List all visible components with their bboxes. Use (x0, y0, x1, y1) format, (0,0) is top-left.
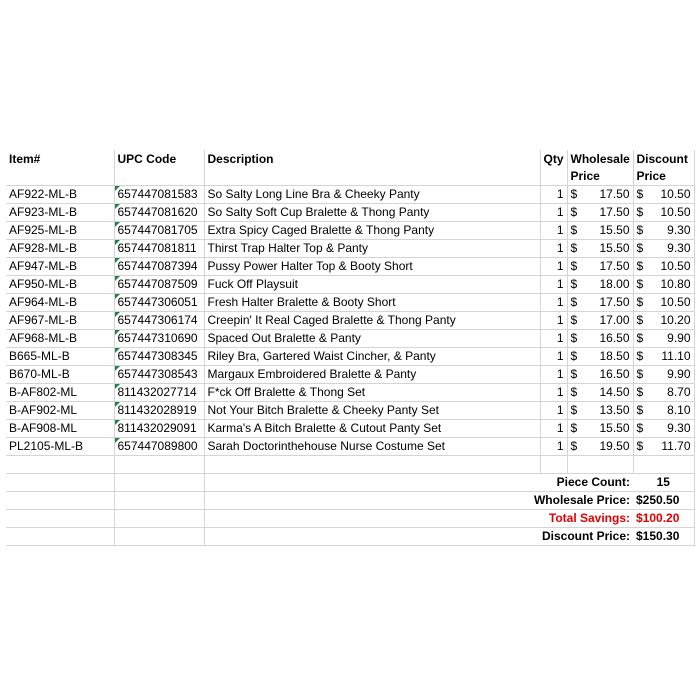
savings-label[interactable]: Total Savings: (204, 510, 633, 528)
discount-value: 8.10 (667, 403, 691, 417)
table-row (6, 204, 694, 222)
currency-symbol: $ (636, 403, 644, 417)
wholesale-value: 16.50 (599, 331, 630, 345)
currency-symbol: $ (636, 385, 644, 399)
discount-value: 9.30 (667, 241, 691, 255)
description-cell[interactable]: Not Your Bitch Bralette & Cheeky Panty Set (204, 402, 540, 420)
description-cell[interactable]: Fresh Halter Bralette & Booty Short (204, 294, 540, 312)
upc-cell[interactable]: 657447306051 (114, 294, 204, 312)
qty-cell[interactable]: 1 (540, 294, 567, 312)
discount-cell[interactable] (633, 366, 694, 384)
item-cell[interactable]: AF925-ML-B (6, 222, 114, 240)
header-upc[interactable]: UPC Code (114, 150, 204, 186)
header-discount-line1: Discount (636, 152, 688, 166)
wholesale-value: 15.50 (599, 241, 630, 255)
description-cell[interactable]: F*ck Off Bralette & Thong Set (204, 384, 540, 402)
upc-cell[interactable]: 657447310690 (114, 330, 204, 348)
wholesale-value: 17.50 (599, 205, 630, 219)
upc-cell[interactable]: 657447308543 (114, 366, 204, 384)
header-description[interactable]: Description (204, 150, 540, 186)
wholesale-value: 18.00 (599, 277, 630, 291)
upc-cell[interactable]: 657447087394 (114, 258, 204, 276)
currency-symbol: $ (570, 331, 578, 345)
currency-symbol: $ (570, 205, 578, 219)
table-row (6, 240, 694, 258)
table-row (6, 402, 694, 420)
qty-cell[interactable]: 1 (540, 186, 567, 204)
wholesale-total-value[interactable]: $250.50 (633, 492, 694, 510)
table-body (6, 186, 694, 456)
discount-cell[interactable] (633, 294, 694, 312)
discount-value: 10.50 (660, 295, 691, 309)
qty-cell[interactable]: 1 (540, 348, 567, 366)
discount-cell[interactable] (633, 240, 694, 258)
totals-section (6, 456, 694, 546)
discount-total-row (6, 528, 694, 546)
upc-cell[interactable]: 811432029091 (114, 420, 204, 438)
currency-symbol: $ (636, 277, 644, 291)
upc-cell[interactable]: 657447308345 (114, 348, 204, 366)
discount-cell[interactable] (633, 186, 694, 204)
table-row (6, 276, 694, 294)
discount-value: 8.70 (667, 385, 691, 399)
discount-value: 9.90 (667, 367, 691, 381)
wholesale-cell[interactable] (567, 330, 633, 348)
discount-value: 9.30 (667, 421, 691, 435)
qty-cell[interactable]: 1 (540, 330, 567, 348)
wholesale-value: 14.50 (599, 385, 630, 399)
discount-total-label[interactable]: Discount Price: (204, 528, 633, 546)
description-cell[interactable]: Sarah Doctorinthehouse Nurse Costume Set (204, 438, 540, 456)
wholesale-total-label[interactable]: Wholesale Price: (204, 492, 633, 510)
wholesale-value: 19.50 (599, 439, 630, 453)
qty-cell[interactable]: 1 (540, 312, 567, 330)
order-table (6, 150, 695, 546)
spreadsheet (6, 150, 694, 546)
wholesale-cell[interactable] (567, 294, 633, 312)
qty-cell[interactable]: 1 (540, 222, 567, 240)
wholesale-cell[interactable] (567, 240, 633, 258)
discount-cell[interactable] (633, 330, 694, 348)
wholesale-cell[interactable] (567, 186, 633, 204)
currency-symbol: $ (570, 403, 578, 417)
upc-cell[interactable]: 657447087509 (114, 276, 204, 294)
currency-symbol: $ (570, 439, 578, 453)
item-cell[interactable]: PL2105-ML-B (6, 438, 114, 456)
currency-symbol: $ (636, 187, 644, 201)
currency-symbol: $ (636, 439, 644, 453)
qty-cell[interactable]: 1 (540, 258, 567, 276)
description-cell[interactable]: Margaux Embroidered Bralette & Panty (204, 366, 540, 384)
wholesale-cell[interactable] (567, 222, 633, 240)
upc-cell[interactable]: 657447081811 (114, 240, 204, 258)
upc-cell[interactable]: 657447081705 (114, 222, 204, 240)
header-wholesale[interactable] (567, 150, 633, 186)
item-cell[interactable]: AF967-ML-B (6, 312, 114, 330)
wholesale-cell[interactable] (567, 438, 633, 456)
discount-cell[interactable] (633, 258, 694, 276)
description-cell[interactable]: So Salty Long Line Bra & Cheeky Panty (204, 186, 540, 204)
wholesale-total-row (6, 492, 694, 510)
qty-cell[interactable]: 1 (540, 420, 567, 438)
wholesale-cell[interactable] (567, 348, 633, 366)
table-row (6, 186, 694, 204)
discount-cell[interactable] (633, 222, 694, 240)
upc-cell[interactable]: 811432027714 (114, 384, 204, 402)
piece-count-value[interactable]: 15 (633, 474, 694, 492)
currency-symbol: $ (636, 421, 644, 435)
wholesale-value: 13.50 (599, 403, 630, 417)
discount-cell[interactable] (633, 348, 694, 366)
item-cell[interactable]: B670-ML-B (6, 366, 114, 384)
upc-cell[interactable]: 657447081620 (114, 204, 204, 222)
discount-total-value[interactable]: $150.30 (633, 528, 694, 546)
currency-symbol: $ (570, 385, 578, 399)
discount-value: 10.50 (660, 259, 691, 273)
description-cell[interactable]: Karma's A Bitch Bralette & Cutout Panty Set (204, 420, 540, 438)
item-cell[interactable]: B-AF802-ML (6, 384, 114, 402)
currency-symbol: $ (636, 259, 644, 273)
upc-cell[interactable]: 811432028919 (114, 402, 204, 420)
header-wholesale-line2: Price (570, 169, 600, 183)
description-cell[interactable]: Creepin' It Real Caged Bralette & Thong Panty (204, 312, 540, 330)
item-cell[interactable]: AF950-ML-B (6, 276, 114, 294)
wholesale-cell[interactable] (567, 204, 633, 222)
table-row (6, 312, 694, 330)
table-row (6, 330, 694, 348)
discount-cell[interactable] (633, 402, 694, 420)
item-cell[interactable]: AF928-ML-B (6, 240, 114, 258)
discount-value: 10.50 (660, 187, 691, 201)
description-cell[interactable]: So Salty Soft Cup Bralette & Thong Panty (204, 204, 540, 222)
discount-value: 10.20 (660, 313, 691, 327)
discount-cell[interactable] (633, 312, 694, 330)
currency-symbol: $ (570, 259, 578, 273)
currency-symbol: $ (570, 295, 578, 309)
table-row (6, 222, 694, 240)
wholesale-value: 17.50 (599, 295, 630, 309)
wholesale-cell[interactable] (567, 366, 633, 384)
item-cell[interactable]: AF964-ML-B (6, 294, 114, 312)
currency-symbol: $ (570, 421, 578, 435)
qty-cell[interactable]: 1 (540, 438, 567, 456)
wholesale-cell[interactable] (567, 258, 633, 276)
spacer-row (6, 456, 694, 474)
header-row (6, 150, 694, 186)
header-item[interactable]: Item# (6, 150, 114, 186)
wholesale-cell[interactable] (567, 312, 633, 330)
discount-value: 10.80 (660, 277, 691, 291)
qty-cell[interactable]: 1 (540, 276, 567, 294)
upc-cell[interactable]: 657447089800 (114, 438, 204, 456)
currency-symbol: $ (636, 367, 644, 381)
discount-value: 11.70 (661, 439, 691, 453)
currency-symbol: $ (636, 205, 644, 219)
table-row (6, 438, 694, 456)
wholesale-value: 16.50 (599, 367, 630, 381)
description-cell[interactable]: Spaced Out Bralette & Panty (204, 330, 540, 348)
discount-value: 9.30 (667, 223, 691, 237)
qty-cell[interactable]: 1 (540, 240, 567, 258)
description-cell[interactable]: Riley Bra, Gartered Waist Cincher, & Panty (204, 348, 540, 366)
currency-symbol: $ (570, 187, 578, 201)
wholesale-cell[interactable] (567, 420, 633, 438)
discount-value: 11.10 (661, 349, 691, 363)
currency-symbol: $ (636, 313, 644, 327)
description-cell[interactable]: Extra Spicy Caged Bralette & Thong Panty (204, 222, 540, 240)
qty-cell[interactable]: 1 (540, 366, 567, 384)
wholesale-cell[interactable] (567, 402, 633, 420)
item-cell[interactable]: AF947-ML-B (6, 258, 114, 276)
item-cell[interactable]: B665-ML-B (6, 348, 114, 366)
piece-count-row (6, 474, 694, 492)
description-cell[interactable]: Pussy Power Halter Top & Booty Short (204, 258, 540, 276)
wholesale-value: 17.00 (599, 313, 630, 327)
header-discount-line2: Price (636, 169, 666, 183)
table-row (6, 294, 694, 312)
savings-row (6, 510, 694, 528)
wholesale-value: 17.50 (599, 187, 630, 201)
header-discount[interactable] (633, 150, 694, 186)
wholesale-value: 17.50 (599, 259, 630, 273)
qty-cell[interactable]: 1 (540, 402, 567, 420)
discount-cell[interactable] (633, 276, 694, 294)
table-row (6, 384, 694, 402)
table-row (6, 420, 694, 438)
wholesale-value: 15.50 (599, 223, 630, 237)
description-cell[interactable]: Fuck Off Playsuit (204, 276, 540, 294)
currency-symbol: $ (570, 241, 578, 255)
currency-symbol: $ (570, 313, 578, 327)
discount-value: 10.50 (660, 205, 691, 219)
item-cell[interactable]: AF923-ML-B (6, 204, 114, 222)
table-row (6, 258, 694, 276)
currency-symbol: $ (570, 277, 578, 291)
discount-cell[interactable] (633, 384, 694, 402)
discount-cell[interactable] (633, 204, 694, 222)
discount-value: 9.90 (667, 331, 691, 345)
upc-cell[interactable]: 657447306174 (114, 312, 204, 330)
piece-count-label[interactable]: Piece Count: (204, 474, 633, 492)
currency-symbol: $ (570, 223, 578, 237)
item-cell[interactable]: B-AF908-ML (6, 420, 114, 438)
wholesale-cell[interactable] (567, 384, 633, 402)
wholesale-cell[interactable] (567, 276, 633, 294)
currency-symbol: $ (636, 349, 644, 363)
currency-symbol: $ (636, 223, 644, 237)
header-wholesale-line1: Wholesale (570, 152, 630, 166)
upc-cell[interactable]: 657447081583 (114, 186, 204, 204)
currency-symbol: $ (570, 367, 578, 381)
currency-symbol: $ (636, 241, 644, 255)
table-row (6, 366, 694, 384)
item-cell[interactable]: B-AF902-ML (6, 402, 114, 420)
savings-value[interactable]: $100.20 (633, 510, 694, 528)
item-cell[interactable]: AF968-ML-B (6, 330, 114, 348)
qty-cell[interactable]: 1 (540, 204, 567, 222)
description-cell[interactable]: Thirst Trap Halter Top & Panty (204, 240, 540, 258)
table-row (6, 348, 694, 366)
wholesale-value: 15.50 (599, 421, 630, 435)
currency-symbol: $ (636, 331, 644, 345)
wholesale-value: 18.50 (599, 349, 630, 363)
currency-symbol: $ (570, 349, 578, 363)
currency-symbol: $ (636, 295, 644, 309)
discount-cell[interactable] (633, 420, 694, 438)
discount-cell[interactable] (633, 438, 694, 456)
item-cell[interactable]: AF922-ML-B (6, 186, 114, 204)
header-qty[interactable]: Qty (540, 150, 567, 186)
qty-cell[interactable]: 1 (540, 384, 567, 402)
